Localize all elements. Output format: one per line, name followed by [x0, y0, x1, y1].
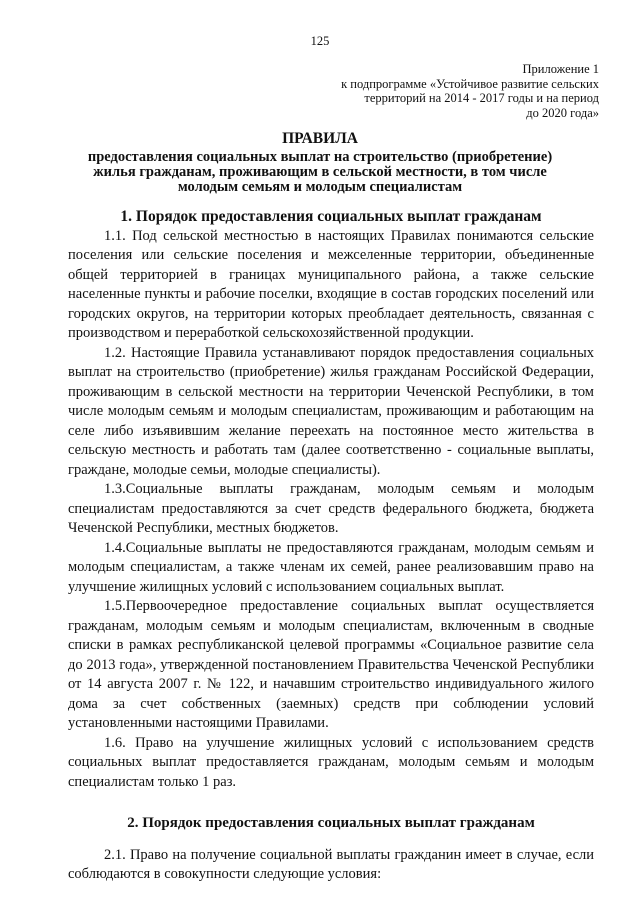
appendix-line: Приложение 1: [522, 62, 599, 76]
document-body: [68, 207, 594, 885]
paragraph-2-1: 2.1. Право на получение социальной выплаты гражданин имеет в случае, если соблюдаются в совокупности следующие условия:: [68, 846, 594, 882]
appendix-line: территорий на 2014 - 2017 годы и на период: [364, 91, 599, 105]
paragraph-1-4: 1.4.Социальные выплаты не предоставляются гражданам, молодым семьям и молодым специалистам, а также членам их семей, ранее реализовавшим право на улучшение жилищных условий с использованием социальных выплат.: [68, 539, 594, 595]
section-heading-2: 2. Порядок предоставления социальных выплат гражданам: [127, 815, 535, 831]
paragraph-1-6: 1.6. Право на улучшение жилищных условий с использованием средств социальных выплат предоставляется гражданам, молодым семьям и молодым специалистам только 1 раз.: [68, 734, 594, 790]
page-number: 125: [310, 34, 330, 48]
section-heading-1: 1. Порядок предоставления социальных выплат гражданам: [120, 208, 542, 225]
paragraph-1-5: 1.5.Первоочередное предоставление социальных выплат осуществляется гражданам, молодым семьям и молодым специалистам, включенным в сводные списки в рамках республиканской целевой программы «Социальное развитие села до 2013 года», утвержденной постановлением Правительства Чеченской Республики от 14 августа 2007 г. № 122, и начавшим строительство индивидуального жилого дома за счет собственных (заемных) средств при соблюдении условий установленными настоящими Правилами.: [68, 598, 594, 731]
subtitle-line: жилья гражданам, проживающим в сельской местности, в том числе: [93, 164, 547, 180]
appendix-line: к подпрограмме «Устойчивое развитие сельских: [341, 76, 599, 91]
appendix-note: [269, 62, 599, 120]
paragraph-1-1: 1.1. Под сельской местностью в настоящих Правилах понимаются сельские поселения или сельские поселения и межселенные территории, объединенные общей территорией в границах муниципального района, а также сельские населенные пункты и рабочие поселки, входящие в состав городских поселений или городских округов, на территории которых преобладает деятельность, связанная с производством и переработкой сельскохозяйственной продукции.: [68, 227, 594, 341]
appendix-line: до 2020 года»: [526, 105, 599, 120]
paragraph-1-2: 1.2. Настоящие Правила устанавливают порядок предоставления социальных выплат на строительство (приобретение) жилья гражданам Российской Федерации, проживающим в сельской местности на территории Чеченской Республики, в том числе молодым семьям и молодым специалистам, проживающим и работающим на селе либо изъявившим желание переехать на постоянное место жительства в сельскую местность и работать там (далее соответственно - социальные выплаты, граждане, молодые семьи, молодые специалисты).: [68, 344, 594, 478]
paragraph-1-3: 1.3.Социальные выплаты гражданам, молодым семьям и молодым специалистам предоставляются за счет средств федерального бюджета, бюджета Чеченской Республики, местных бюджетов.: [68, 481, 594, 536]
subtitle-line: предоставления социальных выплат на строительство (приобретение): [87, 149, 553, 165]
document-subtitle: [60, 150, 580, 195]
subtitle-line: молодым семьям и молодым специалистам: [177, 179, 463, 195]
document-title: ПРАВИЛА: [282, 130, 358, 147]
